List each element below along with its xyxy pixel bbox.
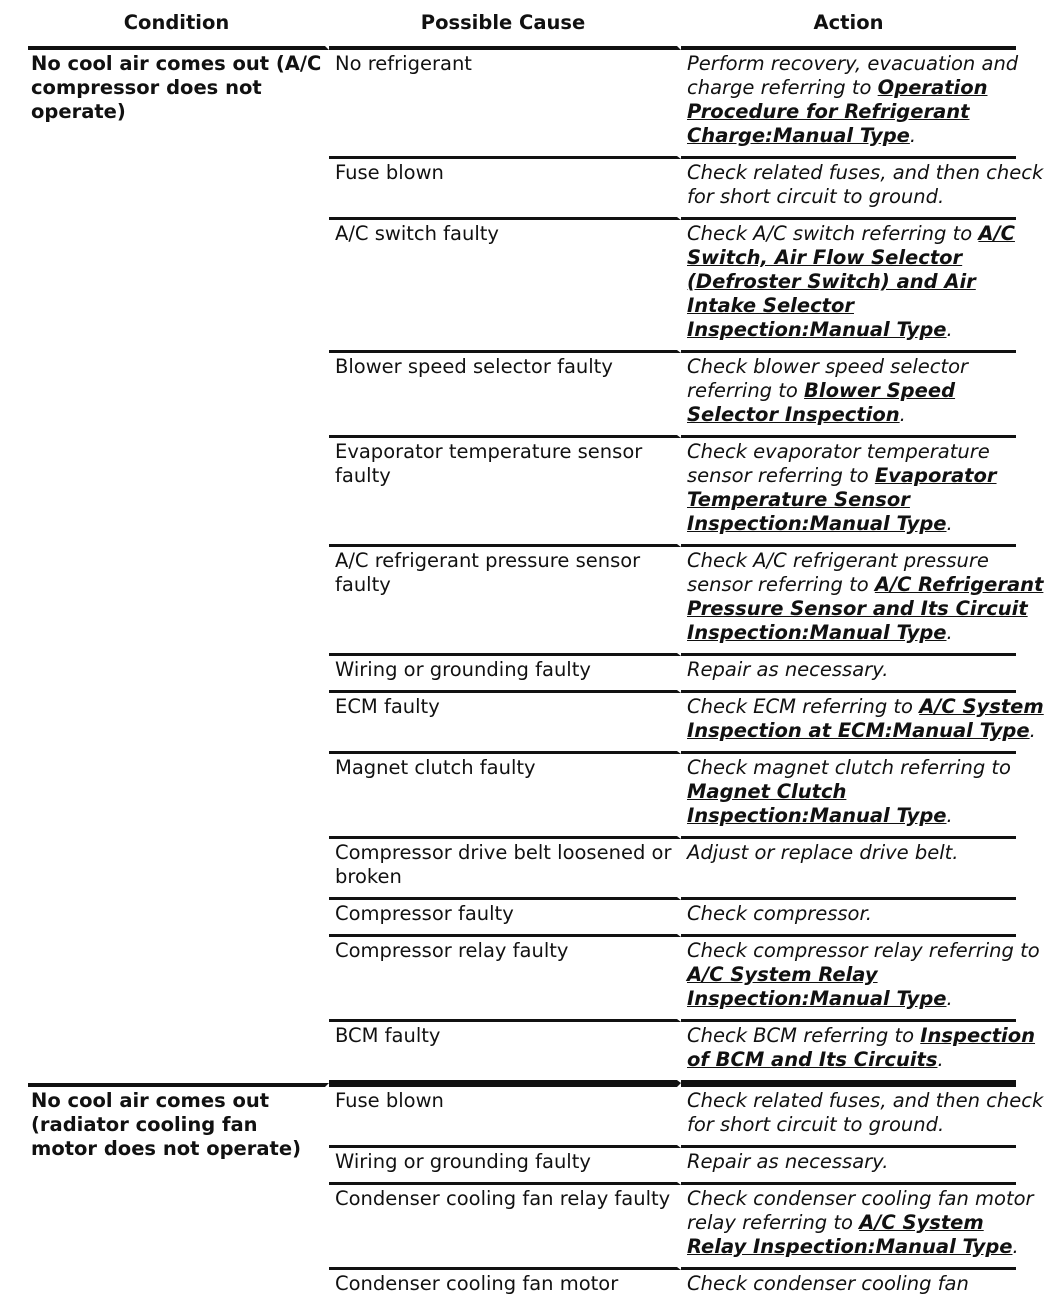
action-text-pre: Check A/C switch referring to — [687, 222, 979, 245]
action-text-post: . — [946, 804, 953, 827]
action-cell — [681, 754, 1016, 839]
action-text-pre: Check related fuses, and then check for short circuit to ground. — [687, 1089, 1044, 1136]
action-text — [687, 1187, 1047, 1259]
action-text — [687, 222, 1047, 342]
header-condition: Condition — [28, 0, 329, 50]
reference-link[interactable]: Blower Speed Selector Inspection — [687, 379, 956, 426]
reference-link[interactable]: A/C Refrigerant Pressure Sensor and Its Circuit Inspection:Manual Type — [687, 573, 1044, 644]
action-text-pre: Perform recovery, evacuation and charge referring to — [687, 52, 1019, 99]
condition-cell: No cool air comes out (radiator cooling fan motor does not operate) — [28, 1083, 329, 1304]
action-text-pre: Check ECM referring to — [687, 695, 920, 718]
action-cell — [681, 839, 1016, 900]
cause-cell: BCM faulty — [329, 1022, 681, 1083]
action-text-post: . — [909, 124, 917, 147]
action-text-pre: Check blower speed selector referring to — [687, 355, 969, 402]
action-text — [687, 756, 1047, 828]
action-text-post: . — [946, 512, 953, 535]
cause-cell: Condenser cooling fan motor — [329, 1270, 681, 1304]
reference-link[interactable]: A/C System Relay Inspection:Manual Type — [687, 1211, 1013, 1258]
action-text-pre: Check BCM referring to — [687, 1024, 921, 1047]
action-text-pre: Repair as necessary. — [687, 658, 889, 681]
reference-link[interactable]: Operation Procedure for Refrigerant Charge:Manual Type — [687, 76, 988, 147]
cause-cell: Wiring or grounding faulty — [329, 656, 681, 693]
action-cell — [681, 353, 1016, 438]
reference-link[interactable]: Inspection of BCM and Its Circuits — [687, 1024, 1036, 1071]
action-text-post: . — [946, 621, 953, 644]
troubleshooting-table — [28, 0, 1044, 1304]
action-text-post: . — [1029, 719, 1036, 742]
action-text-pre: Check condenser cooling fan motor relay referring to — [687, 1187, 1034, 1234]
cause-cell: A/C switch faulty — [329, 220, 681, 353]
action-cell — [681, 1083, 1044, 1148]
action-cell — [681, 1022, 1036, 1083]
cause-cell: ECM faulty — [329, 693, 681, 754]
action-text — [687, 161, 1047, 209]
action-text-post: . — [946, 987, 953, 1010]
action-text-post: . — [1012, 1235, 1019, 1258]
action-cell — [681, 1148, 1016, 1185]
cause-cell: Fuse blown — [329, 1083, 681, 1148]
cause-cell: Compressor drive belt loosened or broken — [329, 839, 681, 900]
table-body — [28, 50, 1044, 1304]
action-text-post: . — [899, 403, 906, 426]
cause-cell: Magnet clutch faulty — [329, 754, 681, 839]
action-cell — [681, 693, 1044, 754]
action-cell — [681, 50, 1019, 159]
action-text — [687, 695, 1047, 743]
cause-cell: Compressor faulty — [329, 900, 681, 937]
cause-cell: Condenser cooling fan relay faulty — [329, 1185, 681, 1270]
diagnosis-page — [28, 0, 1056, 1306]
action-text-post: . — [946, 318, 953, 341]
action-text-pre: Check compressor. — [687, 902, 872, 925]
cause-cell: Fuse blown — [329, 159, 681, 220]
reference-link[interactable]: A/C Switch, Air Flow Selector (Defroster Switch) and Air Intake Selector Inspection:Manual Type — [687, 222, 1015, 341]
action-text-pre: Check magnet clutch referring to — [687, 756, 1011, 779]
action-text — [687, 52, 1047, 148]
action-cell — [681, 547, 1044, 656]
action-cell — [681, 159, 1044, 220]
action-text — [687, 658, 1047, 682]
action-text — [687, 1024, 1047, 1072]
action-text-post: . — [937, 1048, 944, 1071]
action-text-pre: Check compressor relay referring to — [687, 939, 1040, 962]
action-cell — [681, 438, 1016, 547]
header-action: Action — [681, 0, 1016, 50]
action-text — [687, 939, 1047, 1011]
action-text-pre: Check evaporator temperature sensor referring to — [687, 440, 990, 487]
action-text — [687, 440, 1047, 536]
action-cell — [681, 937, 1040, 1022]
header-row — [28, 0, 1016, 50]
action-text — [687, 549, 1047, 645]
reference-link[interactable]: A/C System Relay Inspection:Manual Type — [687, 963, 947, 1010]
cause-cell: No refrigerant — [329, 50, 681, 159]
action-text-pre: Check related fuses, and then check for short circuit to ground. — [687, 161, 1044, 208]
table-row — [28, 50, 1016, 159]
action-cell — [681, 220, 1016, 353]
cause-cell: Wiring or grounding faulty — [329, 1148, 681, 1185]
action-text-pre: Adjust or replace drive belt. — [687, 841, 959, 864]
action-text — [687, 1089, 1047, 1137]
action-cell — [681, 900, 1016, 937]
header-possible-cause: Possible Cause — [329, 0, 681, 50]
condition-cell: No cool air comes out (A/C compressor does not operate) — [28, 50, 329, 1083]
reference-link[interactable]: Evaporator Temperature Sensor Inspection:Manual Type — [687, 464, 997, 535]
cause-cell: Evaporator temperature sensor faulty — [329, 438, 681, 547]
action-text — [687, 902, 1047, 926]
cause-cell: Blower speed selector faulty — [329, 353, 681, 438]
action-text-pre: Repair as necessary. — [687, 1150, 889, 1173]
action-cell — [681, 656, 1016, 693]
action-cell — [681, 1185, 1034, 1270]
action-text — [687, 355, 1047, 427]
table-row — [28, 1083, 1016, 1148]
action-text — [687, 841, 1047, 865]
action-text-pre: Check condenser cooling fan — [687, 1272, 969, 1295]
action-text-pre: Check A/C refrigerant pressure sensor referring to — [687, 549, 989, 596]
action-text — [687, 1150, 1047, 1174]
cause-cell: A/C refrigerant pressure sensor faulty — [329, 547, 681, 656]
action-cell — [681, 1270, 1016, 1304]
reference-link[interactable]: A/C System Inspection at ECM:Manual Type — [687, 695, 1044, 742]
action-text — [687, 1272, 1047, 1296]
reference-link[interactable]: Magnet Clutch Inspection:Manual Type — [687, 780, 947, 827]
cause-cell: Compressor relay faulty — [329, 937, 681, 1022]
